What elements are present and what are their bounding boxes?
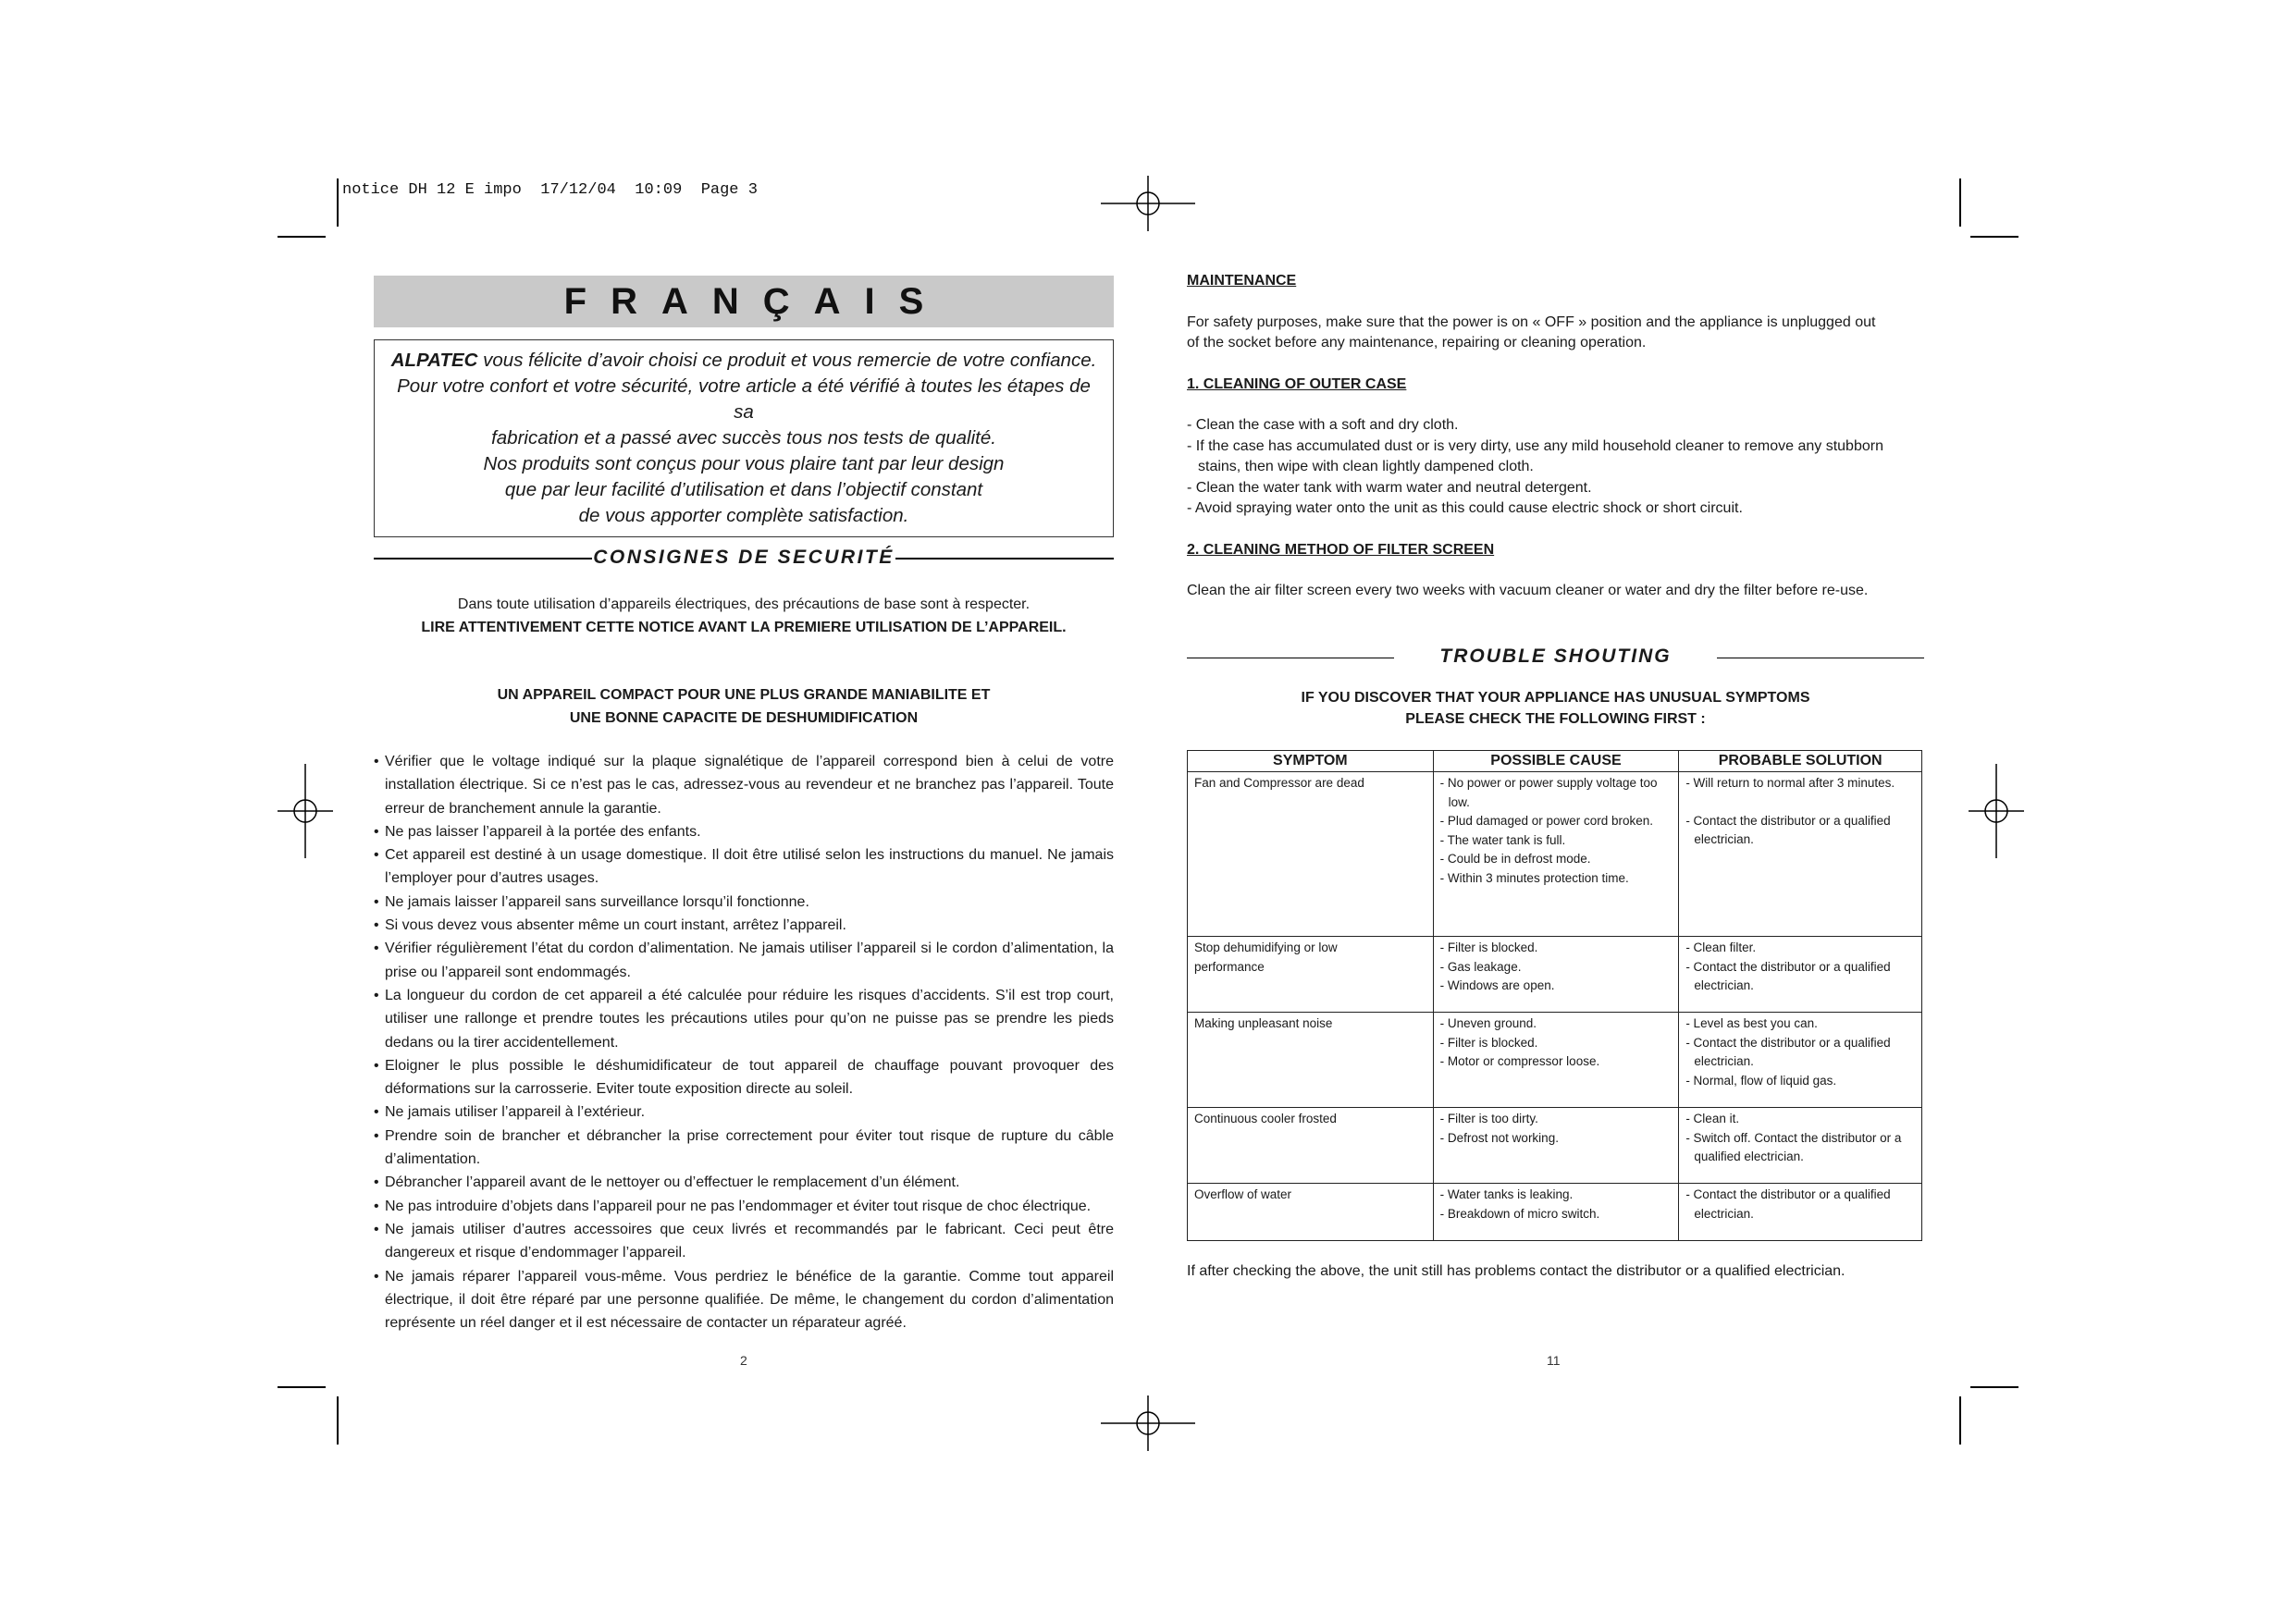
cause-cell <box>1433 937 1679 1013</box>
cause-text: - Breakdown of micro switch. <box>1439 1206 1600 1221</box>
solution-spacer <box>1685 793 1915 812</box>
maintenance-line: of the socket before any maintenance, repairing or cleaning operation. <box>1187 335 1647 350</box>
bullet-item: • Eloigner le plus possible le déshumidificateur de tout appareil de chauffage pouvant provoquer des déformations sur la carrosserie. Eviter toute exposition directe au soleil. <box>374 1054 1114 1101</box>
brand-name: ALPATEC <box>390 350 478 371</box>
right-page <box>1187 271 1924 1283</box>
crop-mark <box>1959 1396 1961 1445</box>
cause-text: - Uneven ground. <box>1439 1016 1537 1030</box>
slug-page: Page 3 <box>700 181 758 199</box>
subheading-line: UN APPAREIL COMPACT POUR UNE PLUS GRANDE MANIABILITE ET <box>497 687 991 703</box>
intro-line: fabrication et a passé avec succès tous nos tests de qualité. <box>491 427 996 449</box>
bullet-item: • Ne jamais utiliser d’autres accessoires que ceux livrés et recommandés par le fabricant. Ceci peut être dangereux et risque d’endommager l’appareil. <box>374 1218 1114 1265</box>
trouble-intro-line: IF YOU DISCOVER THAT YOUR APPLIANCE HAS UNUSUAL SYMPTOMS <box>1301 689 1810 706</box>
cause-text: - Defrost not working. <box>1439 1130 1559 1145</box>
trouble-intro-line: PLEASE CHECK THE FOLLOWING FIRST : <box>1405 710 1706 727</box>
column-header: PROBABLE SOLUTION <box>1679 750 1922 772</box>
filter-text: Clean the air filter screen every two weeks with vacuum cleaner or water and dry the filter before re-use. <box>1187 583 1869 598</box>
column-header: POSSIBLE CAUSE <box>1433 750 1679 772</box>
symptom-cell <box>1188 772 1434 937</box>
cleaning-case-heading: 1. CLEANING OF OUTER CASE <box>1187 375 1407 392</box>
intro-text: vous félicite d’avoir choisi ce produit et vous remercie de votre confiance. <box>477 350 1097 371</box>
cause-text: - Filter is blocked. <box>1439 1035 1538 1050</box>
cause-text: - Gas leakage. <box>1439 959 1522 974</box>
crop-mark <box>337 178 339 227</box>
crop-mark <box>337 1396 339 1445</box>
cleaning-item: - Clean the case with a soft and dry cloth. <box>1187 417 1459 433</box>
solution-cell <box>1679 772 1922 937</box>
left-page <box>374 276 1114 1334</box>
solution-text: - Clean filter. <box>1685 941 1757 954</box>
symptom-text: Overflow of water <box>1194 1187 1292 1201</box>
trouble-heading <box>1187 642 1924 671</box>
column-header: SYMPTOM <box>1188 750 1434 772</box>
bullet-item: • Ne pas introduire d’objets dans l’appareil pour ne pas l’endommager et éviter tout risque de choc électrique. <box>374 1195 1114 1218</box>
crop-mark <box>278 236 326 238</box>
cause-text: - Water tanks is leaking. <box>1439 1187 1574 1201</box>
subheading <box>374 683 1114 730</box>
print-slug <box>342 181 758 199</box>
table-row <box>1188 1184 1922 1241</box>
heading-rule <box>1717 658 1924 659</box>
table-row <box>1188 937 1922 1013</box>
cause-text: - Motor or compressor loose. <box>1439 1054 1600 1068</box>
solution-text: - Will return to normal after 3 minutes. <box>1685 776 1895 790</box>
cause-cell <box>1433 1013 1679 1108</box>
crop-mark <box>1970 236 2018 238</box>
cleaning-item: - Avoid spraying water onto the unit as this could cause electric shock or short circuit. <box>1187 500 1743 516</box>
maintenance-text <box>1187 313 1924 354</box>
cause-text: - No power or power supply voltage too low. <box>1439 776 1658 809</box>
cause-text: - Within 3 minutes protection time. <box>1439 870 1629 885</box>
crop-mark <box>1959 178 1961 227</box>
table-row <box>1188 772 1922 937</box>
bullet-item: • Débrancher l’appareil avant de le nettoyer ou d’effectuer le remplacement d’un élément. <box>374 1171 1114 1194</box>
subheading-line: UNE BONNE CAPACITE DE DESHUMIDIFICATION <box>569 710 919 726</box>
bullet-item: • Ne pas laisser l’appareil à la portée des enfants. <box>374 820 1114 843</box>
solution-text: - Contact the distributor or a qualified electrician. <box>1685 1187 1891 1221</box>
table-row <box>1188 1108 1922 1184</box>
bullet-item: • Vérifier régulièrement l’état du cordon d’alimentation. Ne jamais utiliser l’appareil si le cordon d’alimentation, la prise ou l’appareil sont endommagés. <box>374 937 1114 984</box>
filter-heading: 2. CLEANING METHOD OF FILTER SCREEN <box>1187 541 1495 558</box>
bullet-item: • Cet appareil est destiné à un usage domestique. Il doit être utilisé selon les instructions du manuel. Ne jamais l’employer pour d’autres usages. <box>374 843 1114 891</box>
cause-text: - The water tank is full. <box>1439 832 1566 847</box>
solution-text: - Contact the distributor or a qualified electrician. <box>1685 813 1891 846</box>
intro-line: Pour votre confort et votre sécurité, votre article a été vérifié à toutes les étapes de sa <box>397 375 1091 423</box>
solution-text: - Clean it. <box>1685 1112 1740 1125</box>
bullet-item: • Vérifier que le voltage indiqué sur la plaque signalétique de l’appareil correspond bien à celui de votre installation électrique. Si ce n’est pas le cas, adressez-vous au revendeur et ne branchez pas l’appareil. Toute erreur de branchement annule la garantie. <box>374 750 1114 820</box>
safety-note-bold: LIRE ATTENTIVEMENT CETTE NOTICE AVANT LA PREMIERE UTILISATION DE L’APPAREIL. <box>421 620 1067 635</box>
intro-line: que par leur facilité d’utilisation et dans l’objectif constant <box>504 479 983 500</box>
solution-text: - Contact the distributor or a qualified electrician. <box>1685 1035 1891 1068</box>
cause-cell <box>1433 1184 1679 1241</box>
registration-mark-icon <box>1101 176 1195 231</box>
symptom-cell <box>1188 937 1434 1013</box>
bullet-item: • La longueur du cordon de cet appareil a été calculée pour réduire les risques d’accidents. S’il est trop court, utiliser une rallonge et prendre toutes les précautions utiles pour qu’on ne puisse pas se prendre les pieds dedans ou la tirer accidentellement. <box>374 984 1114 1054</box>
bullet-item: • Ne jamais laisser l’appareil sans surveillance lorsqu’il fonctionne. <box>374 891 1114 914</box>
registration-mark-icon <box>278 764 333 858</box>
crop-mark <box>1970 1386 2018 1388</box>
intro-line: de vous apporter complète satisfaction. <box>578 505 909 526</box>
registration-mark-icon <box>1101 1396 1195 1451</box>
cause-text: - Windows are open. <box>1439 978 1555 992</box>
solution-text: - Level as best you can. <box>1685 1016 1818 1030</box>
intro-box <box>374 339 1114 537</box>
bullet-item: • Ne jamais réparer l’appareil vous-même. Vous perdriez le bénéfice de la garantie. Comme tout appareil électrique, il doit être réparé par une personne qualifiée. De même, le changement du cordon d’alimentation représente un réel danger et il est nécessaire de contacter un réparateur agréé. <box>374 1265 1114 1335</box>
symptom-text: Fan and Compressor are dead <box>1194 776 1364 790</box>
solution-text: - Switch off. Contact the distributor or a qualified electrician. <box>1685 1130 1902 1163</box>
troubleshooting-table <box>1187 750 1922 1242</box>
slug-time: 10:09 <box>635 181 683 199</box>
safety-heading-text: CONSIGNES DE SECURITÉ <box>593 547 895 568</box>
language-banner: FRANÇAIS <box>374 276 1114 327</box>
heading-rule <box>895 558 1114 559</box>
crop-mark <box>278 1386 326 1388</box>
bullet-item: • Prendre soin de brancher et débrancher la prise correctement pour éviter tout risque de rupture du câble d’alimentation. <box>374 1125 1114 1172</box>
maintenance-line: For safety purposes, make sure that the power is on « OFF » position and the appliance is unplugged out <box>1187 314 1876 330</box>
trouble-heading-text: TROUBLE SHOUTING <box>1439 645 1672 667</box>
symptom-cell <box>1188 1108 1434 1184</box>
page-number-right: 11 <box>1547 1353 1561 1368</box>
cleaning-item: - If the case has accumulated dust or is very dirty, use any mild household cleaner to remove any stubborn stains, then wipe with clean lightly dampened cloth. <box>1187 437 1883 474</box>
symptom-text: performance <box>1194 959 1265 974</box>
cause-text: - Filter is blocked. <box>1439 941 1538 954</box>
solution-cell <box>1679 1184 1922 1241</box>
trouble-intro <box>1187 687 1924 730</box>
cleaning-case-list <box>1187 415 1924 520</box>
cause-text: - Filter is too dirty. <box>1439 1112 1538 1125</box>
solution-cell <box>1679 937 1922 1013</box>
intro-line: Nos produits sont conçus pour vous plaire tant par leur design <box>483 453 1005 474</box>
table-row <box>1188 1013 1922 1108</box>
solution-text: - Contact the distributor or a qualified electrician. <box>1685 959 1891 992</box>
cause-cell <box>1433 1108 1679 1184</box>
safety-bullets <box>374 750 1114 1334</box>
symptom-cell <box>1188 1184 1434 1241</box>
page-number-left: 2 <box>740 1353 747 1368</box>
symptom-text: Making unpleasant noise <box>1194 1016 1333 1030</box>
slug-date: 17/12/04 <box>540 181 616 199</box>
symptom-text: Continuous cooler frosted <box>1194 1112 1337 1125</box>
troubleshooting-footer: If after checking the above, the unit still has problems contact the distributor or a qualified electrician. <box>1187 1263 1845 1279</box>
solution-cell <box>1679 1108 1922 1184</box>
cause-text: - Plud damaged or power cord broken. <box>1439 814 1654 828</box>
cleaning-item: - Clean the water tank with warm water and neutral detergent. <box>1187 479 1592 496</box>
table-header-row <box>1188 750 1922 772</box>
safety-heading <box>374 543 1114 572</box>
maintenance-heading: MAINTENANCE <box>1187 273 1297 289</box>
symptom-text: Stop dehumidifying or low <box>1194 941 1338 954</box>
safety-note <box>374 593 1114 639</box>
intro-line <box>388 348 1100 374</box>
registration-mark-icon <box>1969 764 2024 858</box>
cause-cell <box>1433 772 1679 937</box>
safety-note-text: Dans toute utilisation d’appareils électriques, des précautions de base sont à respecter. <box>457 596 1031 612</box>
solution-text: - Normal, flow of liquid gas. <box>1685 1073 1837 1088</box>
solution-cell <box>1679 1013 1922 1108</box>
cause-text: - Could be in defrost mode. <box>1439 852 1591 866</box>
bullet-item: • Ne jamais utiliser l’appareil à l’extérieur. <box>374 1100 1114 1124</box>
slug-file: notice DH 12 E impo <box>342 181 522 199</box>
symptom-cell <box>1188 1013 1434 1108</box>
bullet-item: • Si vous devez vous absenter même un court instant, arrêtez l’appareil. <box>374 914 1114 937</box>
